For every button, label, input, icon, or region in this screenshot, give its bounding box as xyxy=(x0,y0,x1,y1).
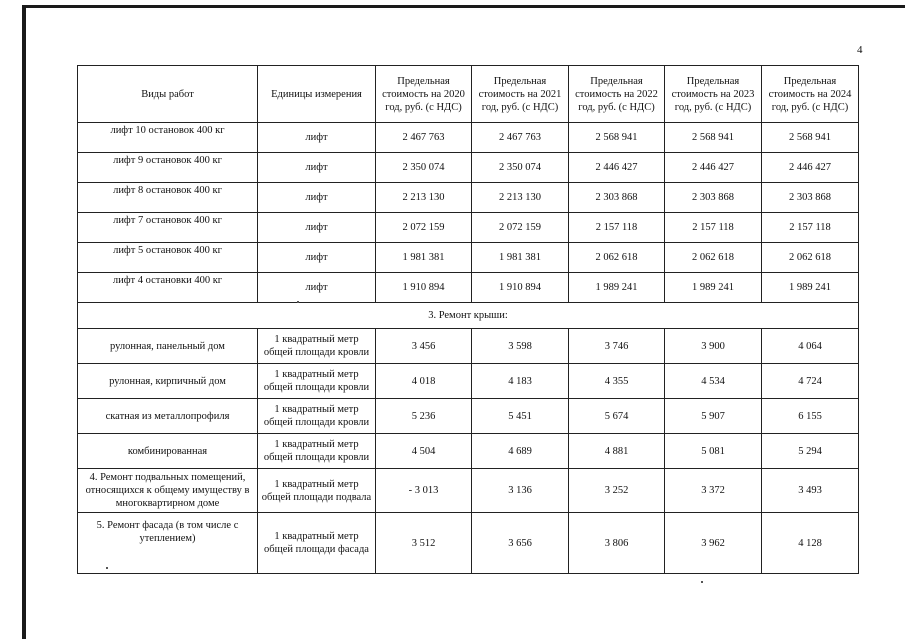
row-value: 5 294 xyxy=(762,434,859,469)
row-unit: лифт xyxy=(258,243,376,273)
row-value: 2 467 763 xyxy=(472,123,569,153)
row-unit: 1 квадратный метр общей площади подвала xyxy=(258,469,376,513)
row-value: 2 350 074 xyxy=(472,153,569,183)
row-value: 4 128 xyxy=(762,513,859,574)
row-value: 4 183 xyxy=(472,364,569,399)
row-value: 3 598 xyxy=(472,329,569,364)
row-name: лифт 7 остановок 400 кг xyxy=(78,213,258,243)
row-unit: 1 квадратный метр общей площади кровли xyxy=(258,329,376,364)
row-unit: лифт xyxy=(258,123,376,153)
row-name: рулонная, кирпичный дом xyxy=(78,364,258,399)
scan-speck xyxy=(701,581,703,583)
row-name: лифт 9 остановок 400 кг xyxy=(78,153,258,183)
row-value: 3 493 xyxy=(762,469,859,513)
row-value: 2 303 868 xyxy=(665,183,762,213)
row-value: 2 157 118 xyxy=(665,213,762,243)
row-value: 5 236 xyxy=(376,399,472,434)
row-value: 2 568 941 xyxy=(569,123,665,153)
row-value: 4 881 xyxy=(569,434,665,469)
row-value: 2 062 618 xyxy=(569,243,665,273)
section-row-roof xyxy=(78,303,859,329)
header-year-2023: Предельная стоимость на 2023 год, руб. (с НДС) xyxy=(665,66,762,123)
row-value: 3 746 xyxy=(569,329,665,364)
row-value: 4 355 xyxy=(569,364,665,399)
row-value: 2 072 159 xyxy=(472,213,569,243)
row-unit: 1 квадратный метр общей площади кровли xyxy=(258,364,376,399)
row-value: 3 372 xyxy=(665,469,762,513)
row-value: 1 981 381 xyxy=(472,243,569,273)
row-value: 1 910 894 xyxy=(376,273,472,303)
row-value: - 3 013 xyxy=(376,469,472,513)
row-name: 4. Ремонт подвальных помещений, относящихся к общему имуществу в многоквартирном доме xyxy=(78,469,258,513)
row-value: 3 900 xyxy=(665,329,762,364)
table-row xyxy=(78,364,859,399)
table-row xyxy=(78,434,859,469)
row-value: 3 806 xyxy=(569,513,665,574)
row-unit: 1 квадратный метр общей площади фасада xyxy=(258,513,376,574)
row-value: 2 062 618 xyxy=(762,243,859,273)
row-name: комбинированная xyxy=(78,434,258,469)
row-unit: лифт xyxy=(258,273,376,303)
header-unit: Единицы измерения xyxy=(258,66,376,123)
row-value: 1 981 381 xyxy=(376,243,472,273)
row-value: 3 456 xyxy=(376,329,472,364)
row-value: 5 451 xyxy=(472,399,569,434)
row-value: 4 689 xyxy=(472,434,569,469)
section-title: 3. Ремонт крыши: xyxy=(78,303,859,329)
header-work-type: Виды работ xyxy=(78,66,258,123)
table-row xyxy=(78,153,859,183)
row-value: 1 910 894 xyxy=(472,273,569,303)
row-value: 1 989 241 xyxy=(569,273,665,303)
row-value: 2 157 118 xyxy=(569,213,665,243)
header-year-2022: Предельная стоимость на 2022 год, руб. (с НДС) xyxy=(569,66,665,123)
row-value: 4 018 xyxy=(376,364,472,399)
table-row xyxy=(78,183,859,213)
row-value: 3 512 xyxy=(376,513,472,574)
row-value: 2 350 074 xyxy=(376,153,472,183)
table-row-facade xyxy=(78,513,859,574)
table-row xyxy=(78,243,859,273)
row-value: 2 303 868 xyxy=(762,183,859,213)
cost-table xyxy=(77,65,859,574)
table-row xyxy=(78,399,859,434)
row-value: 4 504 xyxy=(376,434,472,469)
row-value: 1 989 241 xyxy=(665,273,762,303)
row-name: 5. Ремонт фасада (в том числе с утеплением) xyxy=(78,513,258,574)
row-value: 6 155 xyxy=(762,399,859,434)
row-value: 2 062 618 xyxy=(665,243,762,273)
row-unit: 1 квадратный метр общей площади кровли xyxy=(258,399,376,434)
table-row xyxy=(78,213,859,243)
table-header-row xyxy=(78,66,859,123)
header-year-2024: Предельная стоимость на 2024 год, руб. (с НДС) xyxy=(762,66,859,123)
row-value: 2 446 427 xyxy=(665,153,762,183)
row-value: 2 568 941 xyxy=(762,123,859,153)
row-value: 2 446 427 xyxy=(569,153,665,183)
row-name: скатная из металлопрофиля xyxy=(78,399,258,434)
row-unit: лифт xyxy=(258,153,376,183)
row-value: 1 989 241 xyxy=(762,273,859,303)
row-unit: 1 квадратный метр общей площади кровли xyxy=(258,434,376,469)
scan-edge-left xyxy=(22,5,26,639)
row-value: 2 446 427 xyxy=(762,153,859,183)
row-unit: лифт xyxy=(258,213,376,243)
table-row-basement xyxy=(78,469,859,513)
row-name: лифт 4 остановки 400 кг xyxy=(78,273,258,303)
row-value: 2 157 118 xyxy=(762,213,859,243)
header-year-2020: Предельная стоимость на 2020 год, руб. (с НДС) xyxy=(376,66,472,123)
row-value: 4 064 xyxy=(762,329,859,364)
page-number: 4 xyxy=(857,44,863,56)
table-row xyxy=(78,329,859,364)
table-row xyxy=(78,123,859,153)
row-value: 5 674 xyxy=(569,399,665,434)
row-name: лифт 5 остановок 400 кг xyxy=(78,243,258,273)
row-value: 4 724 xyxy=(762,364,859,399)
table-row xyxy=(78,273,859,303)
row-value: 2 467 763 xyxy=(376,123,472,153)
row-value: 4 534 xyxy=(665,364,762,399)
row-value: 2 072 159 xyxy=(376,213,472,243)
row-value: 3 656 xyxy=(472,513,569,574)
row-name: рулонная, панельный дом xyxy=(78,329,258,364)
scan-speck xyxy=(106,567,108,569)
row-value: 2 213 130 xyxy=(472,183,569,213)
row-value: 5 081 xyxy=(665,434,762,469)
scan-speck xyxy=(297,301,299,303)
row-value: 3 252 xyxy=(569,469,665,513)
row-value: 2 568 941 xyxy=(665,123,762,153)
header-year-2021: Предельная стоимость на 2021 год, руб. (с НДС) xyxy=(472,66,569,123)
scan-edge-top xyxy=(22,5,905,8)
row-value: 3 136 xyxy=(472,469,569,513)
row-value: 3 962 xyxy=(665,513,762,574)
row-name: лифт 8 остановок 400 кг xyxy=(78,183,258,213)
row-value: 5 907 xyxy=(665,399,762,434)
row-name: лифт 10 остановок 400 кг xyxy=(78,123,258,153)
row-unit: лифт xyxy=(258,183,376,213)
row-value: 2 303 868 xyxy=(569,183,665,213)
row-value: 2 213 130 xyxy=(376,183,472,213)
